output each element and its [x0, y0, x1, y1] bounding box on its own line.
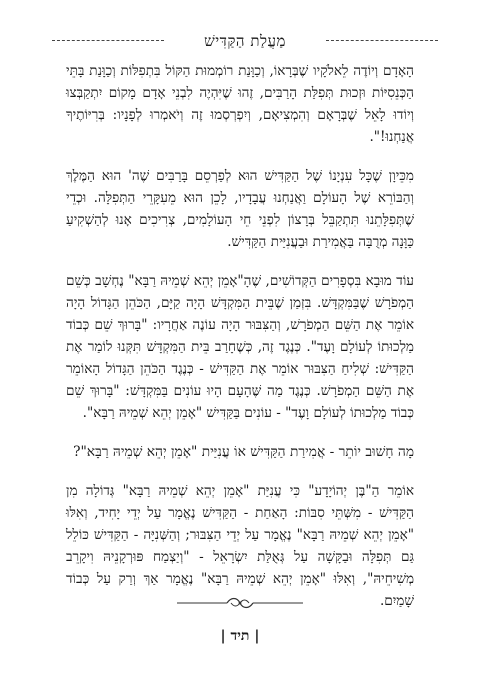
paragraph-2: מִכֵּיוָן שֶׁכָּל עִנְיָנוֹ שֶׁל הַקַּדִּישׁ הוּא לְפַרְסֵם בָּרַבִּים שֶׁה' הוּא הַמֶּלֶךְ וְהַבּוֹרֵא שֶׁל הָעוֹלָם וַאֲנַחְנוּ עֲבָדָיו, לָכֵן הוּא מֵעִקָּרֵי הַתְּפִלָּה. וּכְדֵי שֶׁתְּפִלָּתֵנוּ תִּתְקַבֵּל בְּרָצוֹן לִפְנֵי חֵי הָעוֹלָמִים, צְרִיכִים אָנוּ לְהַשְׁקִיעַ כַּוָּנָה מְרֻבָּה בַּאֲמִירַת וּבַעֲנִיַּית הַקַּדִּישׁ. [66, 168, 414, 250]
page-number: | תיד | [220, 628, 260, 644]
divider-ornament [175, 596, 305, 610]
paragraph-5: אוֹמֵר הַ"בֶּן יְהוֹיָדָע" כִּי עֲנִיַּת "אָמֵן יְהֵא שְׁמֵיהּ רַבָּא" גְּדוֹלָה מִן הַקַּדִּישׁ - מִשְּׁתֵּי סִבּוֹת: הָאַחַת - הַקַּדִּישׁ נֶאֱמָר עַל יְדֵי יָחִיד, וְאִלּוּ "אָמֵן יְהֵא שְׁמֵיהּ רַבָּא" נֶאֱמָר עַל יְדֵי הַצִּבּוּר; וְהַשְּׁנִיָּה - הַקַּדִּישׁ כּוֹלֵל גַּם תְּפִלָּה וּבַקָּשָׁה עַל גְּאֻלַּת יִשְׂרָאֵל - "וְיַצְמַח פּוּרְקָנֵיהּ וִיקָרֵב מְשִׁיחֵיהּ", וְאִלּוּ "אָמֵן יְהֵא שְׁמֵיהּ רַבָּא" נֶאֱמָר אַךְ וְרַק עַל כְּבוֹד שָׁמַיִם. [66, 483, 414, 609]
header-dash-right [326, 40, 438, 41]
page-header [52, 30, 438, 52]
paragraph-3: עוֹד מוּבָא בִּסְפָרִים הַקְּדוֹשִׁים, שֶׁהָ"אָמֵן יְהֵא שְׁמֵיהּ רַבָּא" נֶחְשָׁב כְּשֵׁם הַמְפֹרָשׁ שֶׁבַּמִּקְדָּשׁ. בִּזְמַן שֶׁבֵּית הַמִּקְדָּשׁ הָיָה קַיָּם, הַכֹּהֵן הַגָּדוֹל הָיָה אוֹמֵר אֶת הַשֵּׁם הַמְפֹרָשׁ, וְהַצִּבּוּר הָיָה עוֹנֶה אַחֲרָיו: "בָּרוּךְ שֵׁם כְּבוֹד מַלְכוּתוֹ לְעוֹלָם וָעֶד". כְּנֶגֶד זֶה, כְּשֶׁחָרַב בֵּית הַמִּקְדָּשׁ תִּקְּנוּ לוֹמַר אֶת הַקַּדִּישׁ: שְׁלִיחַ הַצִּבּוּר אוֹמֵר אֶת הַקַּדִּישׁ - כְּנֶגֶד הַכֹּהֵן הַגָּדוֹל הָאוֹמֵר אֶת הַשֵּׁם הַמְפֹרָשׁ. כְּנֶגֶד מַה שֶּׁהָעָם הָיוּ עוֹנִים בַּמִּקְדָּשׁ: "בָּרוּךְ שֵׁם כְּבוֹד מַלְכוּתוֹ לְעוֹלָם וָעֶד" - עוֹנִים בַּקַּדִּישׁ "אָמֵן יְהֵא שְׁמֵיהּ רַבָּא". [66, 273, 414, 421]
question-paragraph: מָה חָשׁוּב יוֹתֵר - אֲמִירַת הַקַּדִּישׁ אוֹ עֲנִיַּית "אָמֵן יְהֵא שְׁמֵיהּ רַבָּא"? [73, 444, 414, 460]
running-title: מַעֲלַת הַקַּדִּישׁ [204, 32, 286, 50]
page-body [66, 60, 414, 612]
paragraph-1: הָאָדָם וְיוֹדֶה לֵאלֹקָיו שֶׁבְּרָאוֹ, וְכַוָּנַת רוֹמְמוּת הַקּוֹל בִּתְפִלּוֹת וְכַוָּנַת בָּתֵּי הַכְּנֵסִיּוֹת וּזְכוּת תְּפִלַּת הָרַבִּים, זֶהוּ שֶׁיִּהְיֶה לִבְנֵי אָדָם מָקוֹם יִתְקַבְּצוּ וְיוֹדוּ לָאֵל שֶׁבְּרָאָם וְהִמְצִיאָם, וְיִפְרְסְמוּ זֶה וְיֹאמְרוּ לְפָנָיו: בְּרִיּוֹתֶיךָ אֲנַחְנוּ!". [66, 63, 414, 145]
